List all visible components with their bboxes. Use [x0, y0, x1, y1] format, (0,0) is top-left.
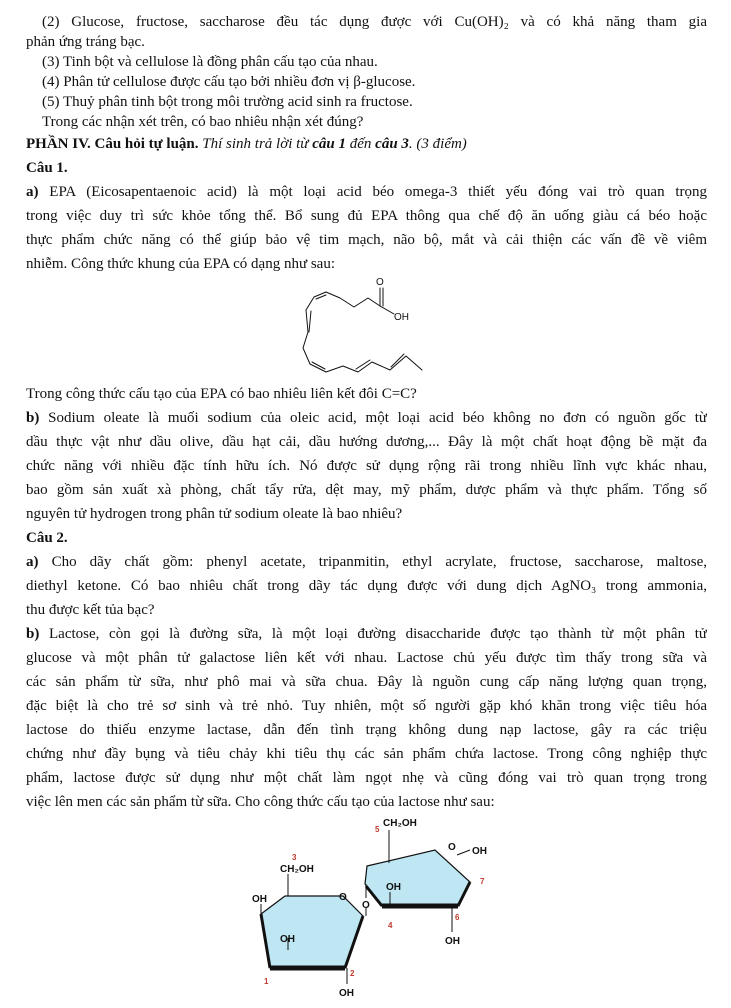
lactose-num-2: 2 [350, 969, 355, 978]
q1a-line-3: thực phẩm chức năng có thể giúp bảo vệ tim mạch, não bộ, mắt và cải thiện các vấn đề về viêm [26, 232, 707, 248]
lactose-num-3: 3 [292, 853, 297, 862]
lactose-num-5: 5 [375, 825, 380, 834]
part-4-heading [26, 134, 707, 154]
statement-5: (5) Thuỷ phân tinh bột trong môi trường acid sinh ra fructose. [42, 94, 413, 110]
q2a-line-1 [26, 552, 707, 572]
q2a-text-1: Cho dãy chất gồm: phenyl acetate, tripanmitin, ethyl acrylate, fructose, saccharose, maltose, [51, 554, 707, 570]
lactose-num-7: 7 [480, 877, 485, 886]
q2b-line-8: việc lên men các sản phẩm từ sữa. Cho công thức cấu tạo của lactose như sau: [26, 794, 495, 810]
question-1-heading: Câu 1. [26, 160, 68, 176]
lactose-ring-o-left: O [339, 892, 347, 903]
lactose-ch2oh-left: CH₂OH [280, 864, 314, 875]
part-4-subtitle-mid: đến [349, 136, 372, 152]
q2a-label: a) [26, 554, 39, 570]
lactose-structure [240, 808, 520, 1004]
part-4-subtitle-pre: Thí sinh trả lời từ [202, 136, 309, 152]
lactose-oh-right-top: OH [472, 846, 487, 857]
q1a-question: Trong công thức cấu tạo của EPA có bao nhiêu liên kết đôi C=C? [26, 386, 417, 402]
lactose-num-4: 4 [388, 921, 393, 930]
epa-o-label: O [376, 277, 384, 288]
q1a-text-1: EPA (Eicosapentaenoic acid) là một loại acid béo omega-3 thiết yếu đóng vai trò quan trọng [49, 184, 707, 200]
statement-2-line-2: phản ứng tráng bạc. [26, 34, 145, 50]
lactose-num-6: 6 [455, 913, 460, 922]
lactose-oh-left-outer: OH [252, 894, 267, 905]
q1b-line-1 [26, 408, 707, 428]
q1b-line-3: chức năng với nhiều đặc tính hữu ích. Nó được sử dụng rộng rãi trong nhiều lĩnh vực khác nhau, [26, 458, 707, 474]
part-4-subtitle-post: . (3 điểm) [408, 136, 467, 152]
right-ring [365, 850, 470, 906]
lactose-num-1: 1 [264, 977, 269, 986]
statement-4: (4) Phân tử cellulose được cấu tạo bởi nhiều đơn vị β-glucose. [42, 74, 416, 90]
lactose-oh-left-inner: OH [280, 934, 295, 945]
question-2-heading: Câu 2. [26, 530, 68, 546]
q2b-line-7: phẩm, lactose được sử dụng như một chất làm ngọt nhẹ và cũng đóng vai trò quan trọng trong [26, 770, 707, 786]
part-4-subtitle-b2: câu 3 [375, 136, 409, 152]
q1b-line-2: dầu thực vật như dầu olive, dầu hạt cải, dầu hướng dương,... Đây là một chất hoạt động bề mặt đa [26, 434, 707, 450]
q1a-line-4: nhiễm. Công thức khung của EPA có dạng như sau: [26, 256, 336, 272]
statement-3: (3) Tinh bột và cellulose là đồng phân cấu tạo của nhau. [42, 54, 378, 70]
q2b-line-4: đặc biệt là cho trẻ sơ sinh và trẻ nhỏ. Tuy nhiên, một số người gặp khó khăn trong việc tiêu hóa [26, 698, 707, 714]
lactose-oh-bottom: OH [339, 988, 354, 999]
q2a-line-3: thu được kết tủa bạc? [26, 602, 155, 618]
q1a-line-1 [26, 182, 707, 202]
q2b-line-3: các sản phẩm từ sữa, như phô mai và sữa chua. Đây là nguồn cung cấp năng lượng quan trọng, [26, 674, 707, 690]
q1a-line-2: trong việc duy trì sức khỏe tổng thể. Bổ sung đủ EPA thông qua chế độ ăn uống giàu cá béo hoặc [26, 208, 707, 224]
q1b-line-5: nguyên tử hydrogen trong phân tử sodium oleate là bao nhiêu? [26, 506, 403, 522]
q2b-label: b) [26, 626, 40, 642]
q1a-label: a) [26, 184, 39, 200]
statement-2-line-1: (2) Glucose, fructose, saccharose đều tác dụng được với Cu(OH)₂ và có khả năng tham gia [42, 14, 707, 30]
q2a-line-2: diethyl ketone. Có bao nhiêu chất trong dãy tác dụng được với dung dịch AgNO₃ trong ammonia, [26, 578, 707, 594]
q2b-line-5: lactose do thiếu enzyme lactase, dẫn đến tình trạng không dung nạp lactose, gây ra các triệu [26, 722, 707, 738]
epa-structure [290, 274, 440, 382]
lactose-oh-right-bottom: OH [445, 936, 460, 947]
epa-oh-label: OH [394, 312, 409, 323]
lactose-ring-o-right: O [448, 842, 456, 853]
part-4-subtitle-b1: câu 1 [312, 136, 346, 152]
statement-question: Trong các nhận xét trên, có bao nhiêu nhận xét đúng? [42, 114, 364, 130]
part-4-title: PHẦN IV. Câu hỏi tự luận. [26, 136, 199, 152]
lactose-oh-right-mid: OH [386, 882, 401, 893]
q2b-text-1: Lactose, còn gọi là đường sữa, là một loại đường disaccharide được tạo thành từ một phân tử [49, 626, 707, 642]
q1b-line-4: bao gồm sản xuất xà phòng, chất tẩy rửa, dệt may, mỹ phẩm, dược phẩm và thực phẩm. Tổng số [26, 482, 707, 498]
q2b-line-2: glucose và một phân tử galactose liên kết với nhau. Lactose chủ yếu được tìm thấy trong sữa và [26, 650, 707, 666]
q1b-label: b) [26, 410, 40, 426]
lactose-bridge-o: O [362, 900, 370, 911]
lactose-ch2oh-top: CH₂OH [383, 818, 417, 829]
q1b-text-1: Sodium oleate là muối sodium của oleic acid, một loại acid béo không no đơn có nguồn gốc từ [48, 410, 707, 426]
q2b-line-1 [26, 624, 707, 644]
q2b-line-6: chứng như đầy bụng và tiêu chảy khi tiêu thụ các sản phẩm chứa lactose. Trong công nghiệp thực [26, 746, 707, 762]
